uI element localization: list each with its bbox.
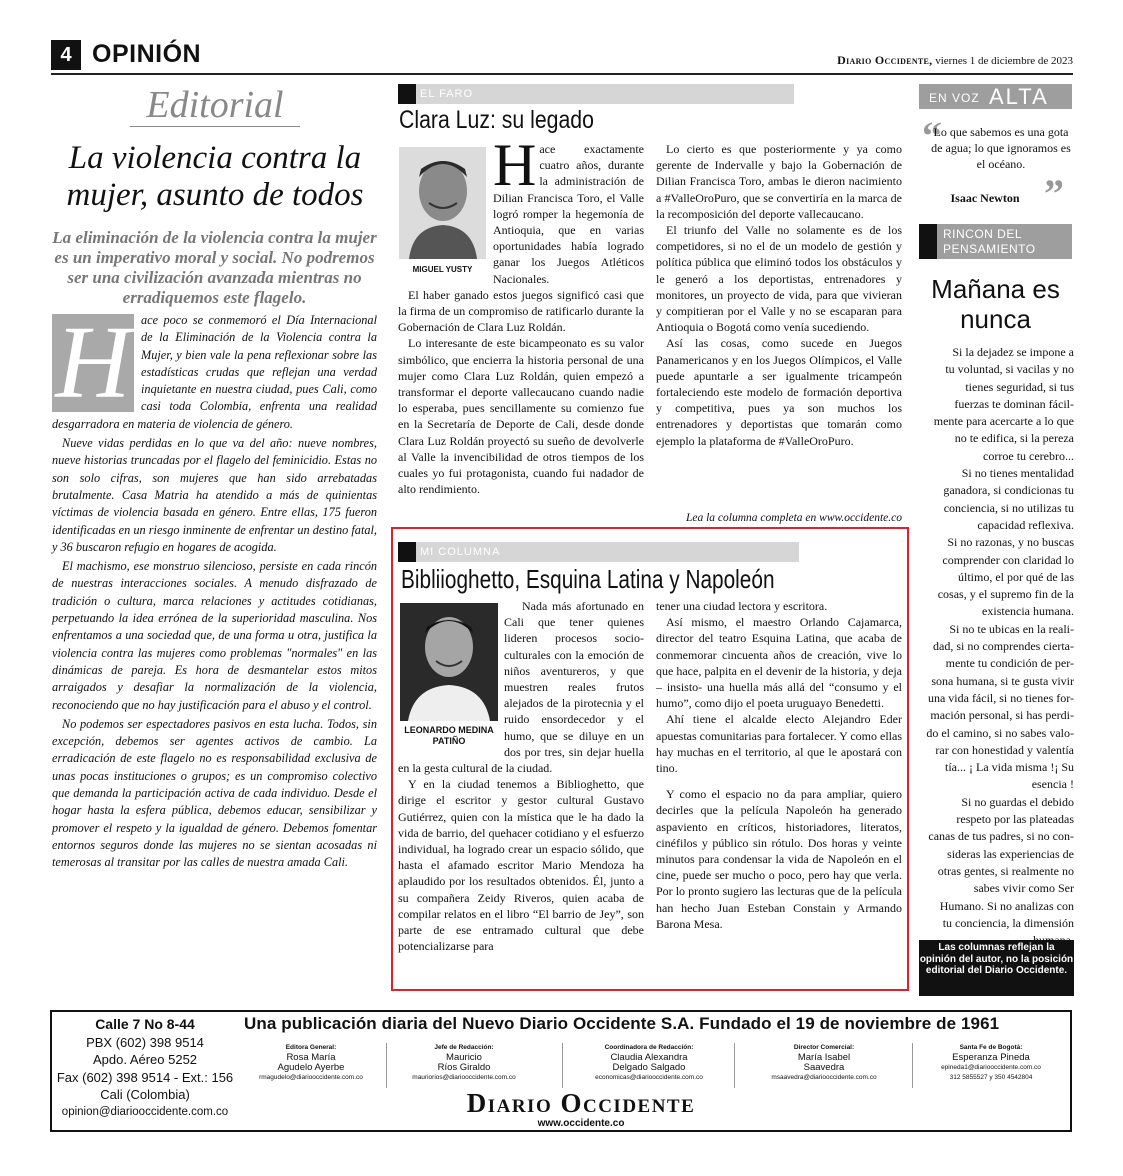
mi-columna-label: MI COLUMNA: [420, 546, 501, 558]
staff-director-comercial: Director Comercial: María Isabel Saavedra msaavedra@diariooccidente.com.co: [771, 1044, 877, 1081]
quote-close-icon: ”: [1044, 171, 1064, 216]
rincon-line: Si no razonas, y no buscas: [947, 535, 1074, 550]
editorial-tag: Editorial: [130, 84, 300, 127]
rincon-line: Si no guardas el debido: [961, 794, 1074, 809]
page-number: 4: [51, 40, 81, 70]
rincon-line: fuerzas te dominan fácil-: [954, 396, 1074, 411]
mi-columna-headline: Bibliioghetto, Esquina Latina y Napoleón: [401, 564, 775, 594]
rincon-line: do el camino, si no sabes valo-: [926, 725, 1074, 740]
el-faro-paragraph: Así las cosas, como sucede en Juegos Panamericanos y en los Juegos Olímpicos, el Valle puede apuntarle a ser igualmente tricampeón fortaleciendo este modelo de formación deportiva y competitiva, pues ya son muchos los entrenadores y deportistas que tomarán como ejemplo la plataforma de #ValleOroPuro.: [656, 336, 902, 448]
divider: [386, 1043, 387, 1088]
el-faro-paragraph: Lo cierto es que posteriormente y ya como gerente de Indervalle y bajo la Gobernación de Dilian Francisca Toro, ambas le dieron nacimiento a #ValleOroPuro, que se convertiría en la marca de la recomposición del deporte vallecaucano.: [656, 142, 902, 221]
rincon-headline: Mañana es nunca: [931, 274, 1060, 334]
po-box-line: Apdo. Aéreo 5252: [92, 1052, 198, 1068]
phone-line: PBX (602) 398 9514: [86, 1034, 204, 1050]
el-faro-label: EL FARO: [420, 88, 474, 100]
city-line: Cali (Colombia): [100, 1087, 190, 1103]
mi-columna-paragraph: Nada más afortunado en Cali que tener quienes lideren procesos socio-culturales con la emoción de niños aventureros, y que muestren reales frutos alejados de la pirotecnia y el ruido ensordecedor y el humo, que se diluye en un dos por tres, sin dejar huella en la gesta cultural de la ciudad.: [398, 599, 644, 776]
rincon-line: tía... ¡ La vida misma !¡ Su: [945, 760, 1074, 775]
address-line: Calle 7 No 8-44: [95, 1016, 195, 1032]
el-faro-column-2: [656, 141, 902, 527]
staff-editora: Editora General: Rosa María Agudelo Ayerbe rmagudelo@diariooccidente.com.co: [259, 1044, 363, 1081]
divider: [734, 1043, 735, 1088]
divider: [912, 1043, 913, 1088]
mi-columna-paragraph: Así mismo, el maestro Orlando Cajamarca, director del teatro Esquina Latina, que acaba de conmemorar cincuenta años de creación, vive lo que hace, palpita en el devenir de la historia, y deja – insisto- una huella más allá del “consumo y el humo”, como dijo el poeta uruguayo Benedetti.: [656, 615, 902, 711]
brand-logo: Diario Occidente: [466, 1088, 696, 1118]
rincon-line: tienes seguridad, si tus: [965, 379, 1074, 394]
header-rule: [51, 73, 1073, 75]
rincon-label: RINCON DEL PENSAMIENTO: [943, 227, 1036, 256]
contact-block: [54, 1016, 236, 1122]
paper-name: Diario Occidente,: [837, 53, 933, 67]
rincon-line: mente tu condición de per-: [945, 656, 1074, 671]
rincon-line: Si no tienes mentalidad: [961, 466, 1074, 481]
rincon-line: capacidad reflexiva.: [977, 517, 1074, 532]
quote-author: Isaac Newton: [950, 191, 1020, 205]
rincon-line: conciencia, si no utilizas tu: [943, 500, 1074, 515]
editorial-paragraph: El machismo, ese monstruo silencioso, persiste en cada rincón de nuestras interacciones sociales. A menudo disfrazado de tradición o cultura, marca relaciones y actitudes cotidianas, perpetuando la idea errónea de la superioridad masculina. Nos enfrentamos a una sociedad que, de una forma u otra, justifica la violencia contra las mujeres como problemas "normales" en las dinámicas de pareja. Es hora de desmantelar estos mitos arraigados y desafiar la normalización de la violencia, reconociendo que no hay justificación para el abuso y el control.: [52, 559, 377, 712]
rincon-line: mente para acercarte a lo que: [933, 414, 1074, 429]
rincon-line: esencia !: [1031, 777, 1074, 792]
editorial-paragraph: ace poco se conmemoró el Día Internacional de la Eliminación de la Violencia contra la Mujer, y bien vale la pena reflexionar sobre las estadísticas crudas que reflejan una verdad inquietante en nuestra ciudad, pues Cali, como casi toda Colombia, enfrenta una realidad desgarradora en materia de violencia de género.: [52, 313, 377, 431]
staff-bogota: Santa Fe de Bogotá: Esperanza Pineda epineda1@diariooccidente.com.co 312 5855527 y 350 4542804: [941, 1044, 1041, 1081]
rincon-line: Si no te ubicas en la reali-: [949, 621, 1074, 636]
fax-line: Fax (602) 398 9514 - Ext.: 156: [56, 1069, 234, 1085]
el-faro-author: MIGUEL YUSTY: [412, 265, 473, 274]
editorial-paragraph: No podemos ser espectadores pasivos en esta lucha. Todos, sin excepción, debemos ser agentes activos de cambio. La erradicación de este flagelo no es responsabilidad exclusiva de unas pocas instituciones o grupos; es un compromiso colectivo que demanda la participación activa de cada individuo. Desde el hogar hasta la esfera pública, debemos educar, sensibilizar y promover el respeto y la igualdad de género. Debemos fomentar entornos seguros donde las mujeres no se sientan acosadas ni temerosas al transitar por las calles de nuestra amada Cali.: [52, 716, 377, 870]
rincon-tag: [919, 224, 1072, 259]
read-more-link[interactable]: Lea la columna completa en www.occidente.co: [685, 512, 902, 524]
editorial-subheadline: La eliminación de la violencia contra la mujer es un imperativo moral y social. No podremos ser una civilización avanzada mientras no erradiquemos este flagelo.: [52, 228, 377, 307]
rincon-line: comprender con claridad lo: [942, 552, 1074, 567]
rincon-line: último, el por qué de las: [958, 569, 1074, 584]
mi-columna-tag: [398, 542, 799, 562]
quote-text: Lo que sabemos es una gota de agua; lo que ignoramos es el océano.: [931, 125, 1071, 171]
el-faro-paragraph: Lo interesante de este bicampeonato es su valor simbólico, que encierra la historia personal de una mujer como Clara Luz Roldán, quien empezó a transformar el deporte vallecaucano cuando nadie lo esperaba, pues sencillamente su comienzo fue en la Secretaría de Deporte de Cali, desde donde Clara Luz Roldán proyectó su sueño de devolverle al Valle la invencibilidad de otros tiempos de los cuales yo fui protagonista, cuando fui nadador de alto rendimiento.: [398, 336, 644, 497]
rincon-line: sabes vivir como Ser: [973, 881, 1074, 896]
rincon-line: respeto por las plateadas: [956, 812, 1074, 827]
mi-columna-column-2: [656, 598, 902, 932]
rincon-line: dad, si no comprendes cierta-: [933, 639, 1074, 654]
el-faro-paragraph: Hace exactamente cuatro años, durante la administración de Dilian Francisca Toro, el Valle logró romper la hegemonía de Antioquia, que en varias oportunidades había logrado ganar los Juegos Atléticos Nacionales.: [493, 141, 644, 286]
staff-jefe-redaccion: Jefe de Redacción: Mauricio Ríos Giraldo mauriorios@diariooccidente.com.co: [412, 1044, 516, 1081]
mi-columna-paragraph: Ahí tiene el alcalde electo Alejandro Eder apuestas comunitarias para fortalecer. Y como ellas hay muchas en el territorio, al que le apostará con tino.: [656, 712, 903, 776]
quote-open-icon: “: [922, 113, 942, 158]
el-faro-headline: Clara Luz: su legado: [399, 106, 594, 134]
rincon-body: [919, 344, 1074, 949]
rincon-line: ganadora, si condicionas tu: [943, 483, 1074, 498]
rincon-line: tu voluntad, si vacilas y no: [945, 362, 1074, 377]
disclaimer-note: Las columnas reflejan la opinión del autor, no la posición editorial del Diario Occidente.: [919, 940, 1074, 996]
editorial-drop-cap: H: [52, 314, 134, 412]
rincon-line: sona humana, si te gusta vivir: [931, 673, 1074, 688]
rincon-line: otras gentes, si realmente no: [937, 863, 1074, 878]
rincon-line: existencia humana.: [982, 604, 1074, 619]
author-photo-miguel-yusty: [399, 147, 486, 259]
rincon-line: una vida fácil, si no tienes for-: [927, 690, 1074, 705]
rincon-line: corroe tu cerebro...: [983, 448, 1074, 463]
editorial-headline: La violencia contra la mujer, asunto de todos: [66, 140, 364, 213]
author-photo-leonardo-medina: [400, 603, 498, 721]
rincon-line: Humano. Si no analizas con: [939, 898, 1074, 913]
section-title: OPINIÓN: [92, 40, 202, 68]
el-faro-drop-cap: H: [493, 141, 537, 198]
alta-label: ALTA: [989, 84, 1049, 109]
rincon-line: canas de tus padres, si no con-: [928, 829, 1074, 844]
staff-coordinadora: Coordinadora de Redacción: Claudia Alexandra Delgado Salgado economicas@diariooccidente.com.co: [595, 1044, 703, 1081]
rincon-line: cosas, y el supremo fin de la: [937, 587, 1074, 602]
rincon-line: mación personal, si has perdi-: [930, 708, 1074, 723]
mi-columna-paragraph: Y como el espacio no da para ampliar, quiero decirles que la película Napoleón ha generado aspaviento en críticos, historiadores, literatos, cinéfilos y público sin rótulo. Dos horas y veinte minutos para condensar la vida de Napoleón en el cine, puede ser mucho o poco, pero hay que verla. Por lo pronto sugiero las lecturas que de la película han hecho Juan Esteban Constain y Armando Barona Mesa.: [656, 787, 902, 931]
rincon-line: sideras las experiencias de: [947, 846, 1074, 861]
rincon-line: Si la dejadez se impone a: [952, 345, 1074, 359]
publication-tagline: Una publicación diaria del Nuevo Diario Occidente S.A. Fundado el 19 de noviembre de 1961: [244, 1014, 1000, 1033]
rincon-line: no te edifica, si la pereza: [954, 431, 1074, 446]
en-voz-label: EN VOZ: [929, 91, 980, 105]
en-voz-alta-tag: [919, 84, 1072, 109]
rincon-line: rar con honestidad y valentía: [935, 742, 1074, 757]
contact-email[interactable]: opinion@diariooccidente.com.co: [61, 1105, 229, 1118]
editorial-paragraph: Nueve vidas perdidas en lo que va del año: nueve nombres, nueve historias truncadas por el flagelo del feminicidio. Estas no son solo cifras, son mujeres que han sido arrebatadas brutalmente. Casa Matria ha atendido a más de quinientas víctimas de violencia basada en género. Entre ellas, 175 fueron identificadas en un riesgo inminente de enfrentar un destino fatal, y 36 buscaron refugio en hogares de acogida.: [52, 436, 377, 554]
divider: [562, 1043, 563, 1088]
website-link[interactable]: www.occidente.co: [537, 1118, 625, 1129]
mi-columna-paragraph: Y en la ciudad tenemos a Biblioghetto, que dirige el escritor y gestor cultural Gustavo Gutiérrez, quien con la mística que le ha dado la vida de barrio, del quehacer cotidiano y el esfuerzo individual, ha logrado crear un espacio sólido, que hasta el afamado escritor Mario Mendoza ha aplaudido por los resultados obtenidos. Él, junto a su compañera Zeidy Riveros, quien acaba de compilar relatos en el libro “El barrio de Jey”, son parte de ese entramado cultural que debe potencializarse para: [398, 777, 644, 954]
el-faro-tag: [398, 84, 794, 104]
mi-columna-author: LEONARDO MEDINA PATIÑO: [404, 725, 494, 746]
dateline: [837, 53, 1073, 68]
el-faro-paragraph: El triunfo del Valle no solamente es de los competidores, si no el de un modelo de gestión y política pública que eliminó todos los obstáculos y le generó a los deportistas, entrenadores y monitores, un proyecto de vida, para que vivieran y compitieran por el Valle y no se escaparan para Antioquia o Bogotá como venía sucediendo.: [656, 223, 902, 335]
issue-date: viernes 1 de diciembre de 2023: [935, 55, 1073, 67]
mi-columna-paragraph: tener una ciudad lectora y escritora.: [656, 599, 828, 613]
el-faro-paragraph: El haber ganado estos juegos significó casi que la firma de un compromiso de ratificarlo durante la Gobernación de Clara Luz Roldán.: [398, 287, 644, 335]
rincon-line: tu conciencia, la dimensión: [942, 915, 1074, 930]
